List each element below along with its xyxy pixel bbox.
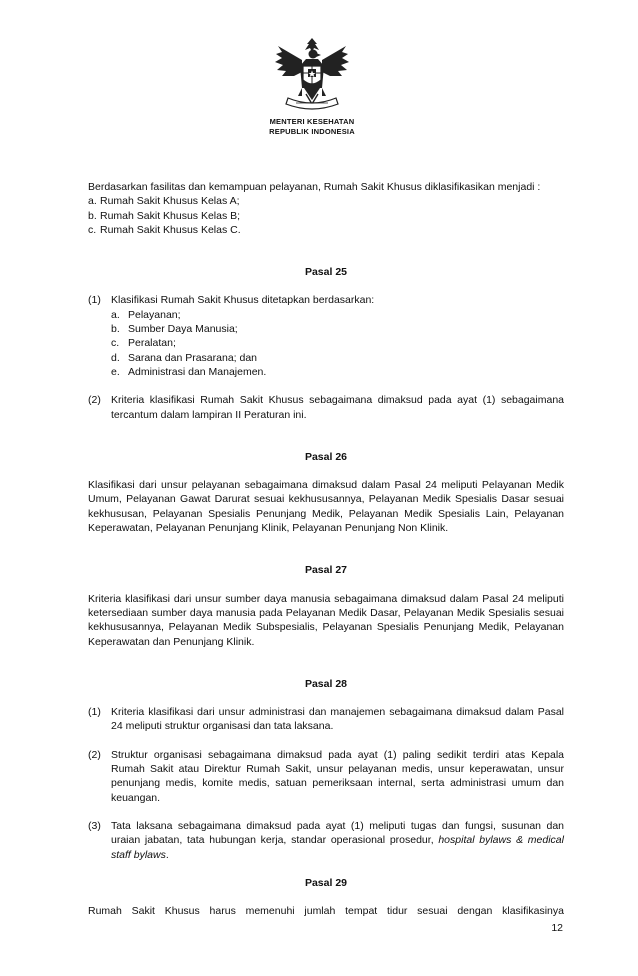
ayat-number: (1)	[88, 706, 101, 719]
list-marker: b.	[88, 209, 97, 222]
ayat-3-italic-term: hospital bylaws & medical staff bylaws	[111, 834, 564, 861]
list-item-text: Rumah Sakit Khusus Kelas A;	[100, 195, 240, 208]
ayat-text	[111, 819, 564, 862]
list-item-text: Administrasi dan Manajemen.	[128, 365, 267, 378]
list-item-text: Sarana dan Prasarana; dan	[128, 351, 258, 364]
list-marker: a.	[111, 308, 120, 321]
ayat-3-text: Tata laksana sebagaimana dimaksud pada ayat (1) meliputi tugas dan fungsi, susunan dan uraian jabatan, tata hubungan kerja, standar operasional prosedur,	[111, 819, 564, 847]
pasal-28-heading: Pasal 28	[304, 677, 348, 690]
ayat-number: (2)	[88, 394, 101, 407]
intro-item-a	[88, 194, 564, 208]
pasal-29-text: Rumah Sakit Khusus harus memenuhi jumlah tempat tidur sesuai dengan klasifikasinya	[88, 905, 564, 918]
ministry-line-1: MENTERI KESEHATAN	[269, 117, 355, 126]
pasal-25-ayat-2	[88, 393, 564, 422]
pasal-25-item-a	[88, 308, 564, 322]
pasal-25-ayat-1	[88, 293, 564, 307]
list-item-text: Rumah Sakit Khusus Kelas C.	[100, 223, 241, 236]
intro-item-c	[88, 223, 564, 237]
garuda-emblem-icon	[272, 36, 352, 114]
pasal-28-ayat-3	[88, 819, 564, 862]
list-marker: c.	[111, 337, 120, 350]
page-number: 12	[551, 922, 563, 934]
pasal-26-heading: Pasal 26	[304, 450, 348, 463]
list-marker: d.	[111, 351, 120, 364]
list-marker: b.	[111, 323, 120, 336]
ayat-text: Kriteria klasifikasi Rumah Sakit Khusus sebagaimana dimaksud pada ayat (1) sebagaimana tercantum dalam lampiran II Peraturan ini.	[111, 394, 564, 421]
ayat-text: Klasifikasi Rumah Sakit Khusus ditetapkan berdasarkan:	[111, 294, 375, 307]
pasal-27-heading: Pasal 27	[304, 564, 348, 577]
ayat-text: Struktur organisasi sebagaimana dimaksud pada ayat (1) paling sedikit terdiri atas Kepala Rumah Sakit atau Direktur Rumah Sakit, unsur pelayanan medis, unsur keperawatan, unsur penunjang medis, komite medis, satuan pemeriksaan internal, serta administrasi umum dan keuangan.	[111, 748, 564, 804]
pasal-25-item-c	[88, 336, 564, 350]
pasal-28-ayat-2	[88, 748, 564, 805]
pasal-25-heading: Pasal 25	[304, 266, 348, 279]
ayat-number: (3)	[88, 819, 101, 832]
list-item-text: Sumber Daya Manusia;	[128, 323, 238, 336]
list-marker: c.	[88, 223, 97, 236]
list-item-text: Peralatan;	[128, 337, 176, 350]
list-marker: a.	[88, 195, 97, 208]
ministry-header	[232, 117, 392, 137]
pasal-29-heading: Pasal 29	[304, 876, 348, 889]
list-item-text: Rumah Sakit Khusus Kelas B;	[100, 209, 241, 222]
intro-paragraph: Berdasarkan fasilitas dan kemampuan pelayanan, Rumah Sakit Khusus diklasifikasikan menjadi :	[88, 181, 541, 193]
document-body	[88, 180, 564, 918]
pasal-28-ayat-1	[88, 705, 564, 734]
pasal-25-item-e	[88, 365, 564, 379]
ayat-number: (2)	[88, 748, 101, 761]
list-item-text: Pelayanan;	[128, 308, 181, 321]
pasal-26-text: Klasifikasi dari unsur pelayanan sebagaimana dimaksud dalam Pasal 24 meliputi Pelayanan Medik Umum, Pelayanan Gawat Darurat sesuai kekhususannya, Pelayanan Medik Spesialis Dasar sesuai kekhususan, Pelayanan Spesialis Penunjang Medik, Pelayanan Medik Spesialis Lain, Pelayanan Keperawatan, Pelayanan Penunjang Klinik, Pelayanan Penunjang Non Klinik.	[88, 479, 564, 535]
ministry-line-2: REPUBLIK INDONESIA	[269, 127, 355, 136]
ayat-number: (1)	[88, 294, 101, 307]
pasal-25-item-b	[88, 322, 564, 336]
ayat-text: Kriteria klasifikasi dari unsur administrasi dan manajemen sebagaimana dimaksud dalam Pasal 24 meliputi struktur organisasi dan tata laksana.	[111, 706, 564, 733]
pasal-27-text: Kriteria klasifikasi dari unsur sumber daya manusia sebagaimana dimaksud dalam Pasal 24 meliputi ketersediaan sumber daya manusia pada Pelayanan Medik Dasar, Pelayanan Medik Spesialis sesuai kekhususannya, Pelayanan Medik Subspesialis, Pelayanan Spesialis Penunjang Medik, Pelayanan Keperawatan dan Penunjang Klinik.	[88, 592, 564, 648]
pasal-25-item-d	[88, 351, 564, 365]
intro-item-b	[88, 209, 564, 223]
ayat-3-end: .	[165, 848, 169, 861]
list-marker: e.	[111, 365, 120, 378]
